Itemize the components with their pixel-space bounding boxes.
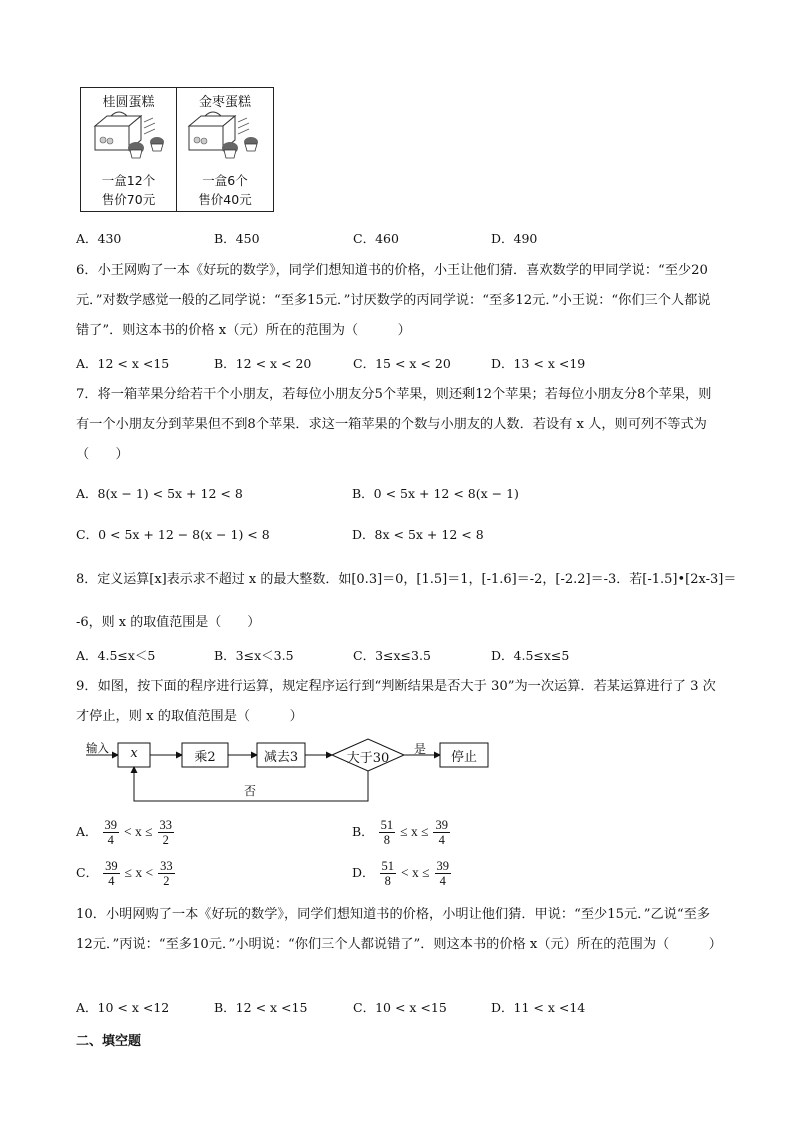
frac-den: 2 [163,874,170,888]
flow-no-label: 否 [244,784,257,798]
frac-num: 33 [159,818,173,832]
q6-option-b[interactable]: B．12 < x < 20 [214,356,312,371]
q8-option-d[interactable]: D．4.5≤x≤5 [491,648,570,663]
q10-text: 10．小明网购了一本《好玩的数学》，同学们想知道书的价格，小明让他们猜．甲说：“至少15元．”乙说“至多12元．”丙说：“至多10元．”小明说：“你们三个人都说错了”．则这本书的价格 x（元）所在的范围为（ ） [76,907,722,952]
section-heading-fill-in: 二、填空题 [76,1034,142,1049]
cake-box-icon [89,108,171,160]
q6-option-d[interactable]: D．13 < x <19 [491,356,586,371]
q7-text: 7．将一箱苹果分给若干个小朋友，若每位小朋友分5个苹果，则还剩12个苹果；若每位小朋友分8个苹果，则有一个小朋友分到苹果但不到8个苹果．求这一箱苹果的个数与小朋友的人数．若设有 x 人，则可列不等式为（ ） [76,387,712,462]
frac-num: 39 [104,818,118,832]
frac-den: 4 [108,874,115,888]
q8-option-a[interactable]: A．4.5≤x＜5 [76,648,156,663]
q6-option-c[interactable]: C．15 < x < 20 [353,356,451,371]
cake-right-name: 金枣蛋糕 [198,95,251,110]
q9-option-d-label: D． [352,865,375,880]
flow-input-label: 输入 [86,741,109,755]
q9-option-a-label: A． [76,824,98,839]
q5-option-d[interactable]: D．490 [491,231,538,246]
q8-line1: 8．定义运算[x]表示求不超过 x 的最大整数．如[0.3]＝0，[1.5]＝1，[-1.6]＝-2，[-2.2]＝-3．若[-1.5]•[2x-3]＝ [76,572,737,587]
frac-num: 51 [381,859,395,873]
q7-option-c[interactable]: C．0 < 5x + 12 − 8(x − 1) < 8 [76,527,270,542]
q9-option-d[interactable] [352,859,452,888]
q10-option-d[interactable]: D．11 < x <14 [491,1000,586,1015]
flow-yes-label: 是 [414,742,427,756]
q5-option-b[interactable]: B．450 [214,231,260,246]
cake-left-price: 售价70元 [101,192,156,207]
cake-left-name: 桂圆蛋糕 [102,95,155,110]
flow-x-box: x [130,746,138,761]
frac-den: 2 [162,833,169,847]
flow-subtract-box: 减去3 [263,750,299,765]
q10-option-b[interactable]: B．12 < x <15 [214,1000,308,1015]
cake-box-icon [183,108,265,160]
q7-option-b[interactable]: B．0 < 5x + 12 < 8(x − 1) [352,486,519,501]
frac-num: 33 [160,859,173,873]
cake-left-count: 一盒12个 [101,173,156,188]
frac-den: 4 [439,874,446,888]
q7-option-a[interactable]: A．8(x − 1) < 5x + 12 < 8 [76,486,243,501]
frac-den: 4 [107,833,114,847]
q9-option-b[interactable] [352,818,451,847]
frac-num: 51 [380,818,394,832]
q9-option-d-relation: < x ≤ [401,865,430,880]
q7-option-d[interactable]: D．8x < 5x + 12 < 8 [352,527,484,542]
q9-option-c-relation: ≤ x < [124,865,154,880]
frac-num: 39 [436,859,450,873]
flow-multiply-box: 乘2 [194,750,216,765]
q6-option-a[interactable]: A．12 < x <15 [76,356,170,371]
flow-condition-box: 大于30 [346,751,390,766]
q9-option-c[interactable] [76,859,176,888]
flow-stop-box: 停止 [450,750,477,765]
q9-option-a[interactable] [76,818,175,847]
frac-den: 8 [383,833,391,847]
q5-option-c[interactable]: C．460 [353,231,399,246]
q9-text: 9．如图，按下面的程序进行运算，规定程序运行到“判断结果是否大于 30”为一次运算．若某运算进行了 3 次才停止，则 x 的取值范围是（ ） [76,679,716,724]
cake-figure [80,87,274,212]
q6-text: 6．小王网购了一本《好玩的数学》，同学们想知道书的价格，小王让他们猜．喜欢数学的甲同学说：“至少20元．”对数学感觉一般的乙同学说：“至多15元．”讨厌数学的丙同学说：“至多12元．”小王说：“你们三个人都说错了”．则这本书的价格 x（元）所在的范围为（ ） [76,263,711,338]
q9-option-c-label: C． [76,865,99,880]
frac-den: 4 [438,833,445,847]
q5-option-a[interactable]: A．430 [76,231,122,246]
q9-option-b-label: B． [352,824,374,839]
cake-right-count: 一盒6个 [202,173,248,188]
frac-num: 39 [435,818,448,832]
frac-num: 39 [105,859,118,873]
q9-option-b-relation: ≤ x ≤ [400,824,429,839]
q10-option-a[interactable]: A．10 < x <12 [76,1000,170,1015]
cake-right-price: 售价40元 [198,192,252,207]
q8-line2: -6，则 x 的取值范围是（ ） [76,615,261,630]
frac-den: 8 [384,874,391,888]
q9-option-a-relation: < x ≤ [124,824,153,839]
q8-option-b[interactable]: B．3≤x＜3.5 [214,648,294,663]
q10-option-c[interactable]: C．10 < x <15 [353,1000,447,1015]
q8-option-c[interactable]: C．3≤x≤3.5 [353,648,431,663]
